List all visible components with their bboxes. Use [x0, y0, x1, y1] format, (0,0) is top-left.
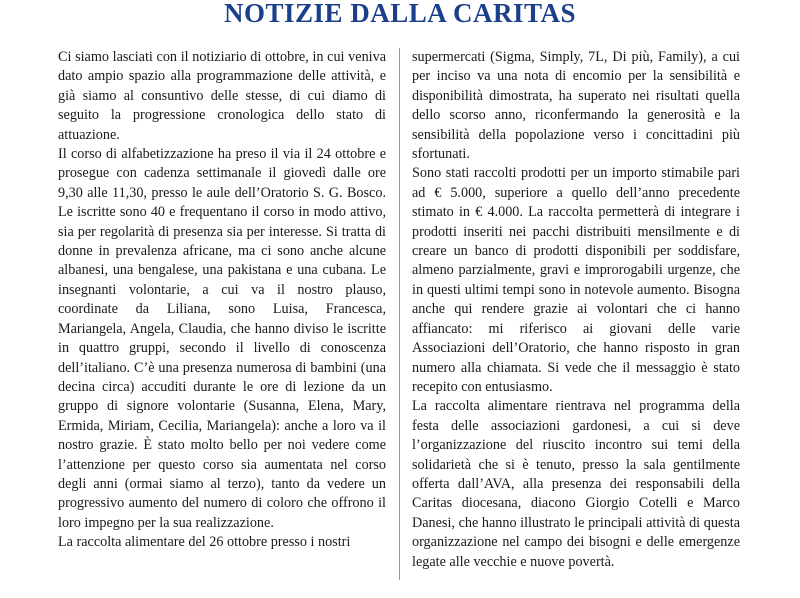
left-column	[58, 48, 386, 553]
paragraph-collected-products: Sono stati raccolti prodotti per un importo stimabile pari ad € 5.000, superiore a quello dell’anno precedente stimato in € 4.000. La raccolta permetterà di integrare i prodotti inseriti nei pacchi distribuiti mensilmente e di creare un banco di prodotti disponibili per soddisfare, almeno parzialmente, gravi e improrogabili urgenze, che in questi ultimi tempi sono in notevole aumento. Bisogna anche qui rendere grazie ai volontari che ci hanno affiancato: mi riferisco ai giovani delle varie Associazioni dell’Oratorio, che hanno risposto in gran numero alla chiamata. Si vede che il messaggio è stato recepito con entusiasmo.	[412, 165, 740, 395]
page-title: NOTIZIE DALLA CARITAS	[223, 0, 577, 28]
paragraph-supermarkets: supermercati (Sigma, Simply, 7L, Di più, Family), a cui per inciso va una nota di encomio per la sensibilità e disponibilità dimostrata, ha superato nei risultati quella dello scorso anno, riconfermando la generosità e la sensibilità della popolazione verso i concittadini più sfortunati.	[412, 49, 740, 163]
paragraph-intro: Ci siamo lasciati con il notiziario di ottobre, in cui veniva dato ampio spazio alla programmazione delle attività, e già siamo al consuntivo delle stesse, di cui diamo di seguito la progressione cronologica dello stato di attuazione.	[58, 49, 386, 143]
paragraph-literacy-course: Il corso di alfabetizzazione ha preso il via il 24 ottobre e prosegue con cadenza settimanale il giovedì dalle ore 9,30 alle 11,30, presso le aule dell’Oratorio S. G. Bosco. Le iscritte sono 40 e frequentano il corso in modo attivo, sia per regolarità di presenza sia per interesse. Si tratta di donne in prevalenza africane, ma ci sono anche alcune albanesi, una bengalese, una pakistana e una cubana. Le insegnanti volontarie, a cui va il nostro plauso, coordinate da Liliana, sono Luisa, Francesca, Mariangela, Angela, Claudia, che hanno diviso le iscritte in quattro gruppi, secondo il livello di conoscenza dell’italiano. C’è una presenza numerosa di bambini (una decina circa) accuditi durante le ore di lezione da un gruppo di signore volontarie (Susanna, Elena, Mary, Ermida, Miriam, Cecilia, Mariangela): anche a loro va il nostro grazie. È stato molto bello per noi vedere come l’attenzione per questo corso sia aumentata nel corso degli anni (ormai siamo al terzo), tanto da vedere un progressivo aumento del numero di coloro che offrono il loro impegno per la sua realizzazione.	[58, 146, 386, 531]
column-divider	[399, 48, 400, 580]
right-column	[412, 48, 740, 572]
paragraph-solidarity-event: La raccolta alimentare rientrava nel programma della festa delle associazioni gardonesi, a cui si deve l’organizzazione del riuscito incontro sui temi della solidarietà che si è tenuto, presso la sala gentilmente offerta dall’AVA, alla presenza dei responsabili della Caritas diocesana, diacono Giorgio Cotelli e Marco Danesi, che hanno illustrato le principali attività di questa organizzazione nel campo dei bisogni e delle emergenze legate alle vecchie e nuove povertà.	[412, 398, 740, 570]
paragraph-food-drive-start: La raccolta alimentare del 26 ottobre presso i nostri	[58, 534, 351, 551]
